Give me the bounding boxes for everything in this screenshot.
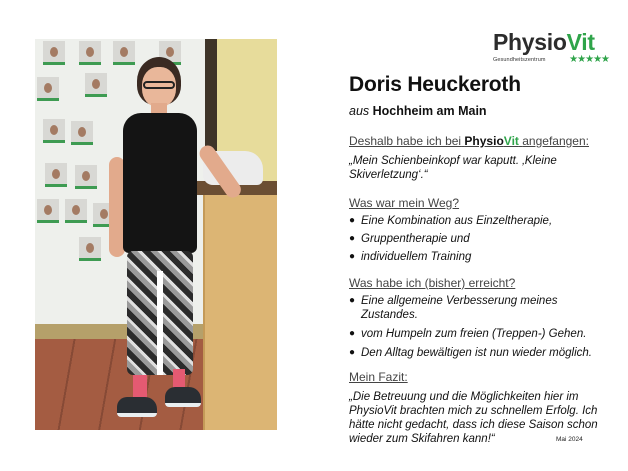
section-heading-why xyxy=(349,134,589,149)
wall-portrait xyxy=(43,119,65,143)
quote-conclusion: „Die Betreuung und die Möglichkeiten hier im PhysioVit brachten mich zu schnellem Erfolg. Ich hätte nicht gedacht, dass ich diese Saison schon wieder zum Skifahren kann!“ xyxy=(349,391,598,445)
heading-brand xyxy=(464,134,518,148)
wall-portrait xyxy=(43,41,65,65)
wall-portrait xyxy=(71,121,93,145)
logo-vit: Vit xyxy=(566,29,595,55)
list-item: ● Gruppentherapie und xyxy=(349,232,614,246)
wall-portrait xyxy=(45,163,67,187)
person-shoe xyxy=(165,387,201,407)
wall-portrait xyxy=(79,41,101,65)
physiovit-logo xyxy=(493,30,609,65)
section-heading-achieved: Was habe ich (bisher) erreicht? xyxy=(349,276,516,290)
list-item: ● Eine Kombination aus Einzeltherapie, xyxy=(349,214,614,228)
section-heading-path: Was war mein Weg? xyxy=(349,196,460,210)
achievement-list xyxy=(349,294,614,365)
person-name: Doris Heuckeroth xyxy=(349,73,521,96)
heading-brand-physio: Physio xyxy=(464,134,504,148)
heading-why-post: angefangen: xyxy=(522,134,589,148)
wall-portrait xyxy=(37,199,59,223)
logo-subtitle: Gesundheitszentrum xyxy=(493,57,546,63)
person-shoe xyxy=(117,397,157,417)
date-label: Mai 2024 xyxy=(556,436,583,443)
quote-reason: „Mein Schienbeinkopf war kaputt. ‚Kleine Skiverletzung‘.“ xyxy=(349,155,557,181)
section-heading-conclusion: Mein Fazit: xyxy=(349,370,408,384)
person-origin xyxy=(349,103,614,119)
person-glasses xyxy=(143,81,175,89)
logo-wordmark xyxy=(493,30,609,54)
wall-portrait xyxy=(65,199,87,223)
list-item: ● Eine allgemeine Verbesserung meines Zustandes. xyxy=(349,294,614,322)
logo-physio: Physio xyxy=(493,29,567,55)
wall-portrait xyxy=(79,237,101,261)
list-item: ● individuellem Training xyxy=(349,250,614,264)
list-item: ● vom Humpeln zum freien (Treppen-) Gehen. xyxy=(349,327,614,341)
wall-portrait xyxy=(75,165,97,189)
person-sock xyxy=(173,369,185,389)
path-list xyxy=(349,214,614,268)
person-leggings xyxy=(127,251,193,375)
wall-portrait xyxy=(85,73,107,97)
origin-place: Hochheim am Main xyxy=(372,104,487,118)
profile-header xyxy=(349,72,614,119)
testimonial-photo xyxy=(35,39,277,430)
logo-subline xyxy=(493,55,609,65)
person-figure xyxy=(107,57,217,427)
wall-portrait xyxy=(37,77,59,101)
origin-prefix: aus xyxy=(349,104,370,118)
heading-why-pre: Deshalb habe ich bei xyxy=(349,134,462,148)
list-item: ● Den Alltag bewältigen ist nun wieder möglich. xyxy=(349,346,614,360)
star-icons: ★★★★★ xyxy=(569,54,609,65)
person-shirt xyxy=(123,113,197,253)
heading-brand-vit: Vit xyxy=(503,134,519,148)
person-sock xyxy=(133,375,147,399)
